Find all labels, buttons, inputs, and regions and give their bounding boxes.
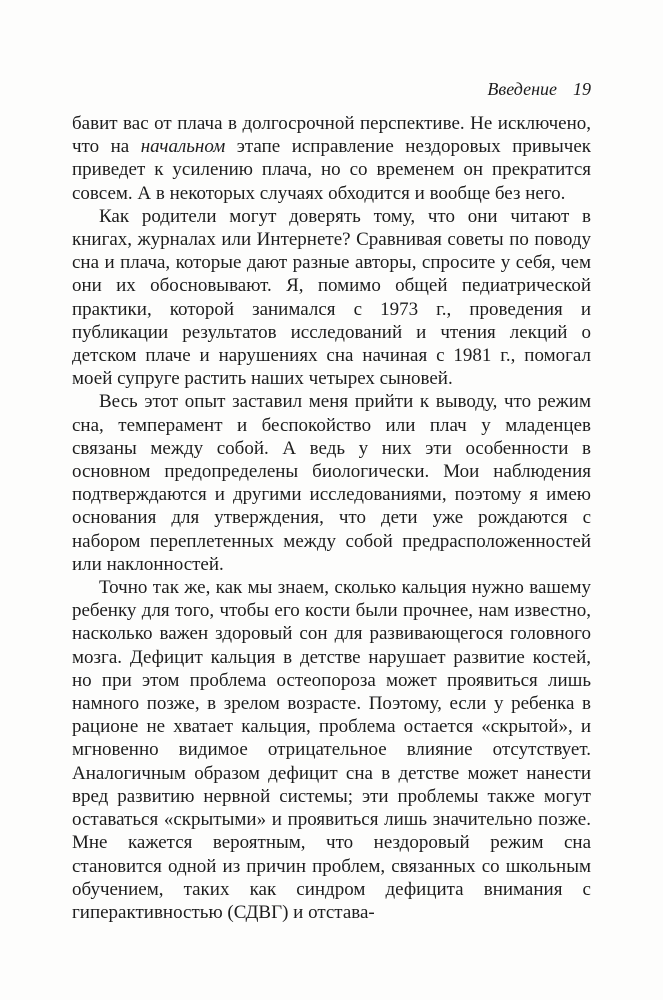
paragraph xyxy=(72,112,591,205)
page-body xyxy=(72,112,591,924)
text-segment: Точно так же, как мы знаем, сколько кальция нужно вашему ребенку для того, чтобы его кости были прочнее, нам известно, насколько важен здоровый сон для развивающегося головного мозга. Дефицит кальция в детстве нарушает развитие костей, но при этом проблема остеопороза может проявиться лишь намного позже, в зрелом возрасте. Поэтому, если у ребенка в рационе не хватает кальция, проблема остается «скрытой», и мгновенно видимое отрицательное влияние отсутствует. Аналогичным образом дефицит сна в детстве может нанести вред развитию нервной системы; эти проблемы также могут оставаться «скрытыми» и проявиться лишь значительно позже. Мне кажется вероятным, что нездоровый режим сна становится одной из причин проблем, связанных со школьным обучением, таких как синдром дефицита внимания с гиперактивностью (СДВГ) и отстава- xyxy=(72,577,591,923)
chapter-title-header: Введение xyxy=(487,79,557,99)
text-segment: бавит вас от плача в долгосрочной перспективе. Не исключено, что на xyxy=(72,113,591,158)
text-segment: Весь этот опыт заставил меня прийти к выводу, что режим сна, темперамент и беспокойство или плач у младенцев связаны между собой. А ведь у них эти особенности в основном предопределены биологически. Мои наблюдения подтверждаются и другими исследованиями, поэтому я имею основания для утверждения, что дети уже рождаются с набором переплетенных между собой предрасположенностей или наклонностей. xyxy=(72,391,591,575)
italic-segment: начальном xyxy=(140,136,226,158)
paragraph xyxy=(72,576,591,924)
paragraph xyxy=(72,205,591,391)
running-header xyxy=(72,79,591,99)
page-number: 19 xyxy=(573,79,591,99)
text-segment: этапе исправление нездоровых привычек приведет к усилению плача, но со временем он прекратится совсем. А в некоторых случаях обходится и вообще без него. xyxy=(72,136,591,204)
text-segment: Как родители могут доверять тому, что они читают в книгах, журналах или Интернете? Сравнивая советы по поводу сна и плача, которые дают разные авторы, спросите у себя, чем они их обосновывают. Я, помимо общей педиатрической практики, которой занимался с 1973 г., проведения и публикации результатов исследований и чтения лекций о детском плаче и нарушениях сна начиная с 1981 г., помогал моей супруге растить наших четырех сыновей. xyxy=(72,205,591,390)
paragraph xyxy=(72,390,591,576)
